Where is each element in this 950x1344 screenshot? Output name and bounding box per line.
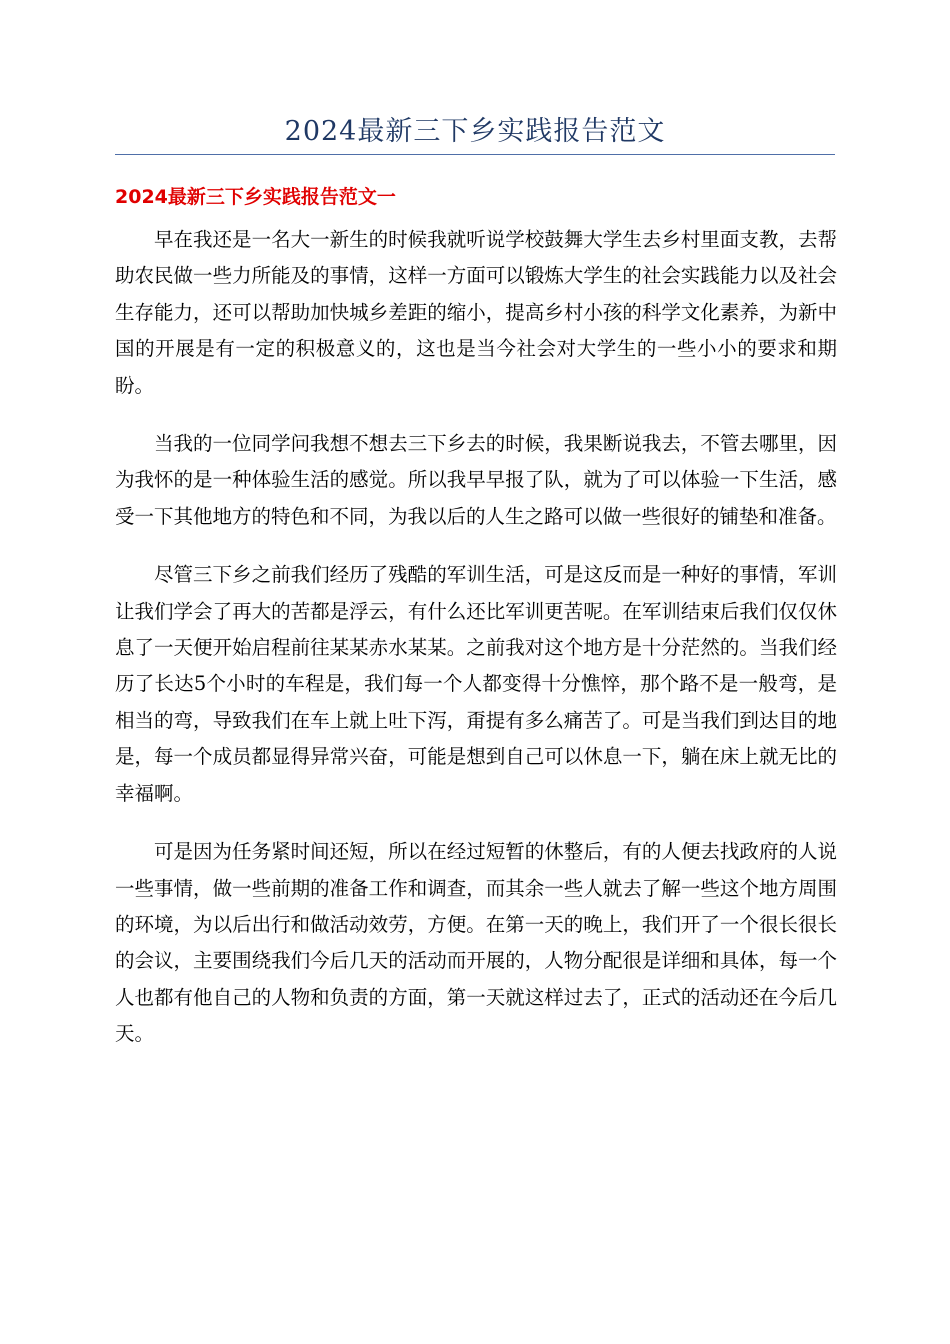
body-text — [115, 222, 837, 1075]
paragraph-4: 可是因为任务紧时间还短，所以在经过短暂的休整后，有的人便去找政府的人说一些事情，做一些前期的准备工作和调查，而其余一些人就去了解一些这个地方周围的环境，为以后出行和做活动效劳，方便。在第一天的晚上，我们开了一个很长很长的会议，主要围绕我们今后几天的活动而开展的，人物分配很是详细和具体，每一个人也都有他自己的人物和负责的方面，第一天就这样过去了，正式的活动还在今后几天。 — [115, 840, 837, 1046]
paragraph-1: 早在我还是一名大一新生的时候我就听说学校鼓舞大学生去乡村里面支教，去帮助农民做一些力所能及的事情，这样一方面可以锻炼大学生的社会实践能力以及社会生存能力，还可以帮助加快城乡差距的缩小，提高乡村小孩的科学文化素养，为新中国的开展是有一定的积极意义的，这也是当今社会对大学生的一些小小的要求和期盼。 — [115, 228, 837, 397]
section-heading: 2024最新三下乡实践报告范文一 — [115, 186, 396, 208]
paragraph-3: 尽管三下乡之前我们经历了残酷的军训生活，可是这反而是一种好的事情，军训让我们学会了再大的苦都是浮云，有什么还比军训更苦呢。在军训结束后我们仅仅休息了一天便开始启程前往某某赤水某某。之前我对这个地方是十分茫然的。当我们经历了长达5个小时的车程是，我们每一个人都变得十分憔悴，那个路不是一般弯，是相当的弯，导致我们在车上就上吐下泻，甭提有多么痛苦了。可是当我们到达目的地是，每一个成员都显得异常兴奋，可能是想到自己可以休息一下，躺在床上就无比的幸福啊。 — [115, 563, 837, 805]
paragraph-2: 当我的一位同学问我想不想去三下乡去的时候，我果断说我去，不管去哪里，因为我怀的是一种体验生活的感觉。所以我早早报了队，就为了可以体验一下生活，感受一下其他地方的特色和不同，为我以后的人生之路可以做一些很好的铺垫和准备。 — [115, 432, 837, 528]
title-underline — [115, 154, 835, 155]
document-title: 2024最新三下乡实践报告范文 — [284, 116, 666, 147]
